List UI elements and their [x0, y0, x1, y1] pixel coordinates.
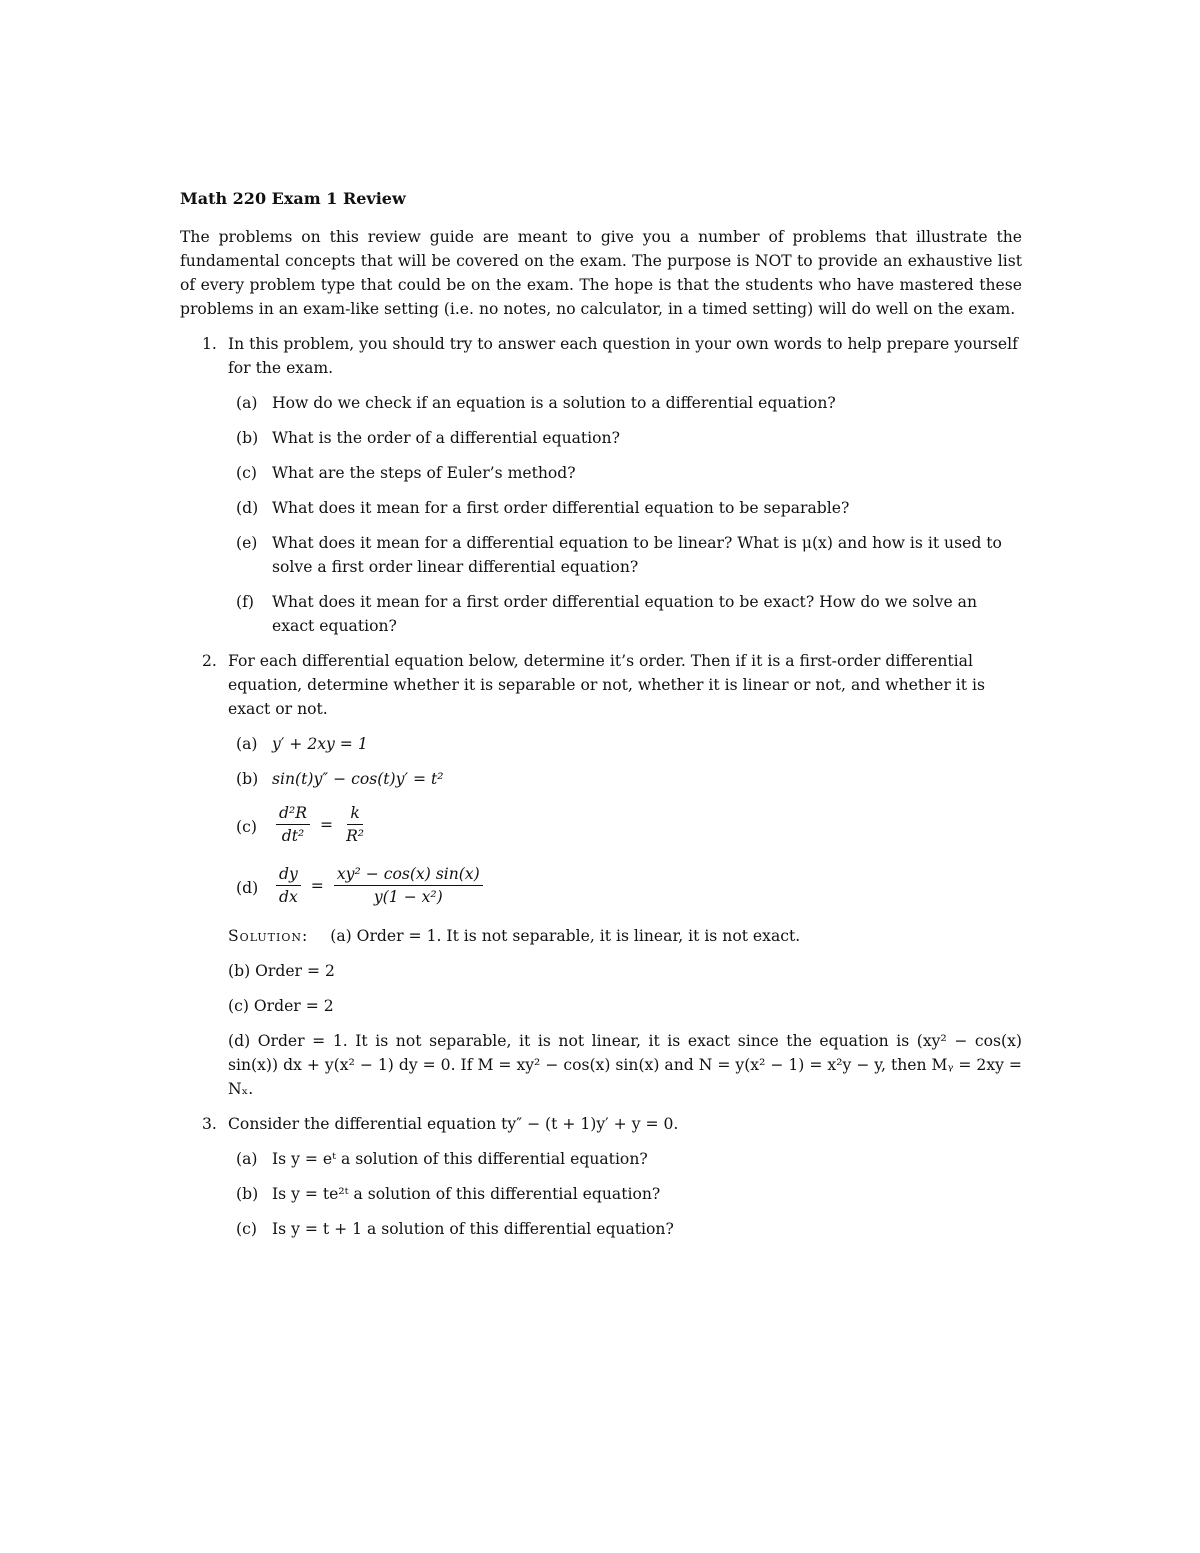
list-item [228, 1182, 1022, 1206]
list-item [228, 590, 1022, 638]
solution-label: Solution: [228, 927, 309, 945]
equation: y′ + 2xy = 1 [272, 735, 368, 753]
problem-text: For each differential equation below, determine it’s order. Then if it is a first-order differential equation, determine whether it is separable or not, whether it is linear or not, and whether it is exact or not. [228, 652, 985, 718]
item-text: What is the order of a differential equation? [272, 429, 620, 447]
item-label: (c) [236, 818, 257, 836]
item-label: (f) [236, 593, 254, 611]
item-label: (c) [236, 1220, 257, 1238]
fraction [276, 802, 310, 847]
problem-3 [180, 1112, 1022, 1241]
equation-item [228, 863, 1022, 913]
list-item [228, 531, 1022, 579]
item-text: What does it mean for a first order differential equation to be exact? How do we solve an exact equation? [272, 593, 978, 635]
item-text: What does it mean for a differential equation to be linear? What is μ(x) and how is it used to solve a first order linear differential equation? [272, 534, 1002, 576]
numerator: d²R [276, 802, 310, 825]
list-item [228, 426, 1022, 450]
item-label: (a) [236, 1150, 258, 1168]
document-body [180, 187, 1022, 1252]
numerator: dy [276, 863, 301, 886]
solution-text: (a) Order = 1. It is not separable, it is linear, it is not exact. [330, 927, 801, 945]
item-label: (a) [236, 394, 258, 412]
problem-text: Consider the differential equation ty″ − (t + 1)y′ + y = 0. [228, 1115, 679, 1133]
solution-c: (c) Order = 2 [228, 997, 334, 1015]
equation-item [228, 732, 1022, 756]
item-label: (d) [236, 499, 259, 517]
problem-number: 3. [202, 1115, 217, 1133]
fraction [334, 863, 483, 908]
problem-number: 1. [202, 335, 217, 353]
list-item [228, 461, 1022, 485]
list-item [228, 496, 1022, 520]
fraction [343, 802, 367, 847]
solution-d: (d) Order = 1. It is not separable, it is not linear, it is exact since the equation is (xy² − cos(x) sin(x)) dx + y(x² − 1) dy = 0. If M = xy² − cos(x) sin(x) and N = y(x² − 1) = x²y − y, then Mᵧ = 2xy = Nₓ. [228, 1032, 1022, 1098]
item-text: What are the steps of Euler’s method? [272, 464, 576, 482]
fraction [276, 863, 301, 908]
equals-sign: = [319, 815, 334, 834]
denominator: dt² [281, 827, 305, 845]
item-text: Is y = te²ᵗ a solution of this differential equation? [272, 1185, 661, 1203]
item-label: (d) [236, 879, 259, 897]
denominator: y(1 − x²) [373, 888, 443, 906]
solution-b: (b) Order = 2 [228, 962, 335, 980]
item-text: Is y = t + 1 a solution of this differential equation? [272, 1220, 674, 1238]
equals-sign: = [310, 876, 324, 895]
equation-item [228, 767, 1022, 791]
item-label: (b) [236, 1185, 259, 1203]
item-label: (c) [236, 464, 257, 482]
item-label: (a) [236, 735, 258, 753]
item-text: What does it mean for a first order differential equation to be separable? [272, 499, 850, 517]
problem-1 [180, 332, 1022, 638]
solution-a [228, 924, 1022, 948]
item-text: How do we check if an equation is a solution to a differential equation? [272, 394, 836, 412]
page-title: Math 220 Exam 1 Review [180, 189, 406, 208]
fraction-equation [272, 802, 1022, 847]
problem-number: 2. [202, 652, 217, 670]
item-label: (e) [236, 534, 258, 552]
list-item [228, 1147, 1022, 1171]
item-label: (b) [236, 770, 259, 788]
denominator: R² [346, 827, 365, 845]
intro-paragraph: The problems on this review guide are meant to give you a number of problems that illustrate the fundamental concepts that will be covered on the exam. The purpose is NOT to provide an exhaustive list of every problem type that could be on the exam. The hope is that the students who have mastered these problems in an exam-like setting (i.e. no notes, no calculator, in a timed setting) will do well on the exam. [180, 228, 1022, 318]
list-item [228, 391, 1022, 415]
problem-text: In this problem, you should try to answer each question in your own words to help prepare yourself for the exam. [228, 335, 1018, 377]
equation-item [228, 802, 1022, 852]
fraction-equation [272, 863, 1022, 908]
equation: sin(t)y″ − cos(t)y′ = t² [272, 770, 444, 788]
list-item [228, 1217, 1022, 1241]
item-text: Is y = eᵗ a solution of this differential equation? [272, 1150, 648, 1168]
numerator: k [347, 802, 362, 825]
problem-2 [180, 649, 1022, 1101]
numerator: xy² − cos(x) sin(x) [334, 863, 483, 886]
denominator: dx [279, 888, 298, 906]
item-label: (b) [236, 429, 259, 447]
